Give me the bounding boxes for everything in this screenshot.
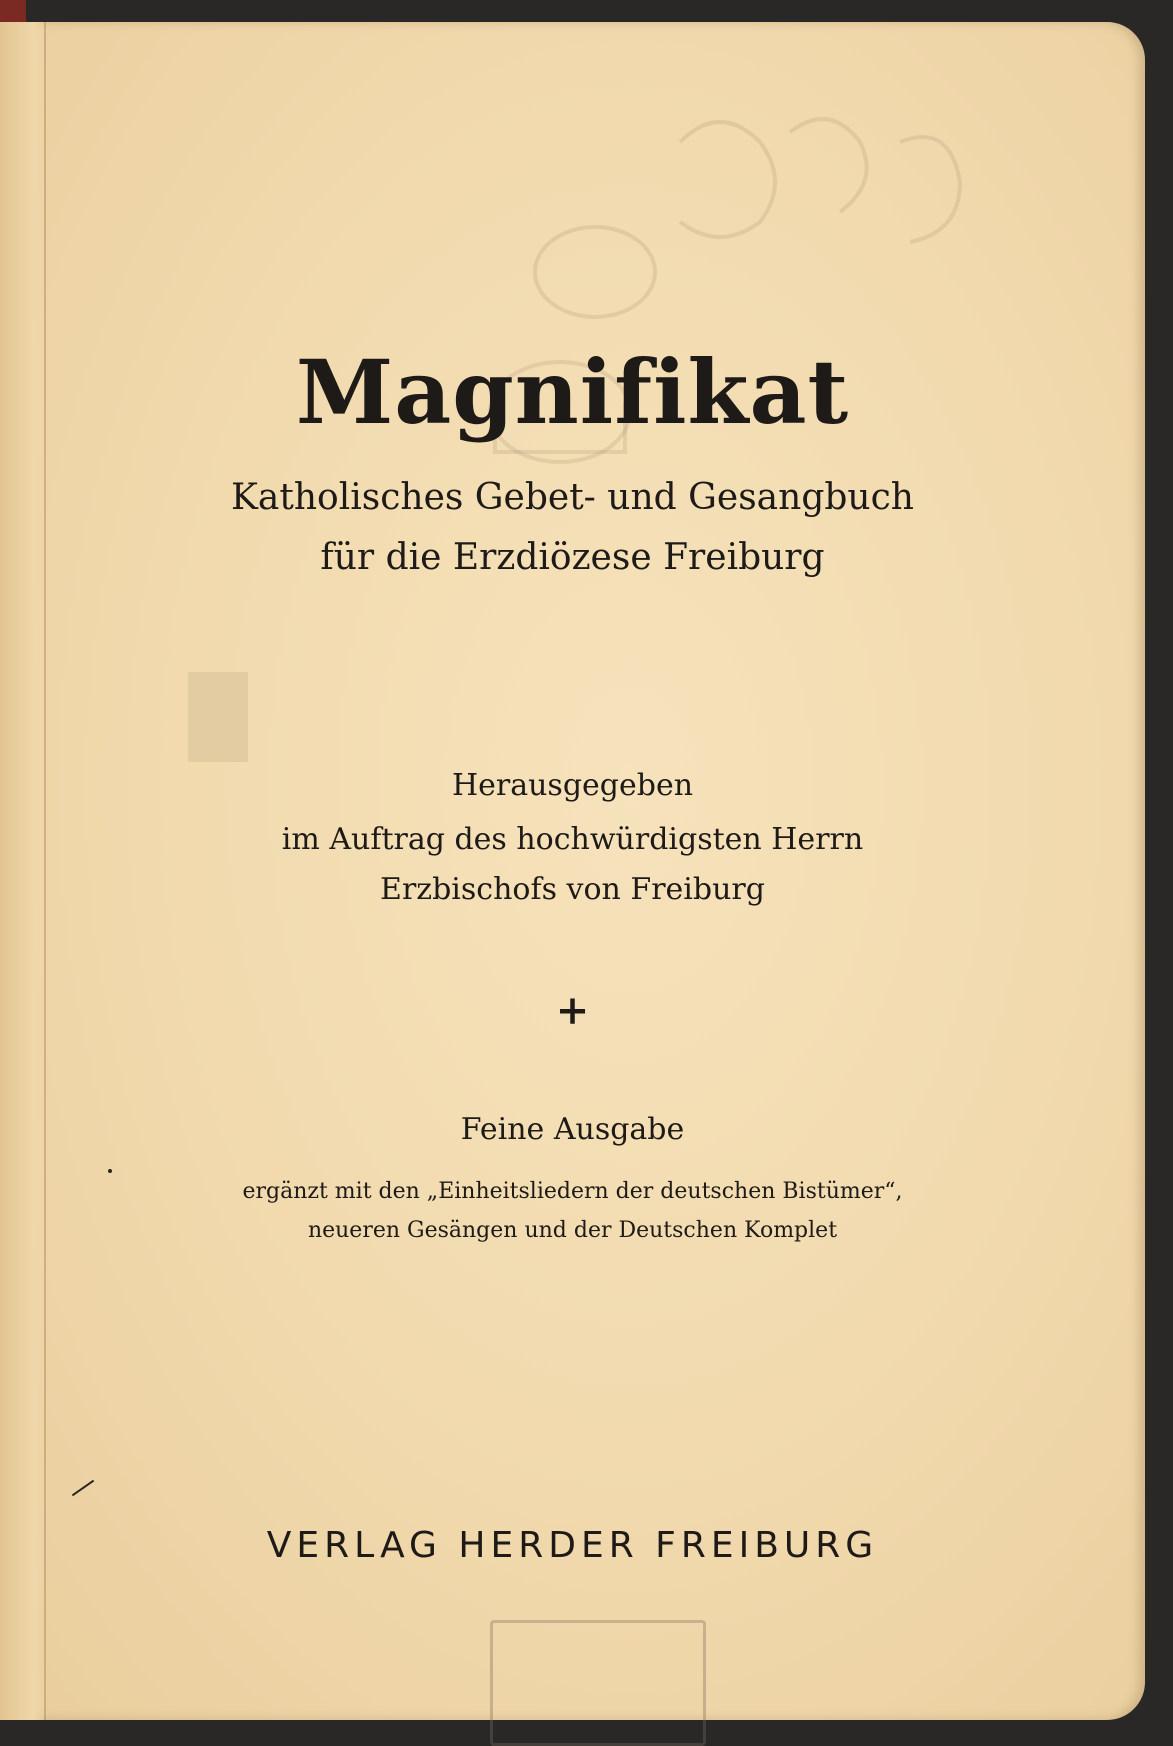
book-page xyxy=(0,22,1145,1720)
supplement-line-2: neueren Gesängen und der Deutschen Komplet xyxy=(307,1218,838,1243)
book-title: Magnifikat xyxy=(295,340,850,444)
cross-symbol: + xyxy=(555,987,590,1034)
subtitle-line-1: Katholisches Gebet- und Gesangbuch xyxy=(231,477,914,518)
library-stamp xyxy=(490,1620,706,1746)
subtitle-line-2: für die Erzdiözese Freiburg xyxy=(320,537,825,578)
issuer-line-1: Herausgegeben xyxy=(451,768,694,803)
issuer-line-3: Erzbischofs von Freiburg xyxy=(380,872,765,907)
edition-label: Feine Ausgabe xyxy=(460,1112,685,1147)
pencil-mark xyxy=(72,1480,94,1497)
bookmark-ribbon xyxy=(0,0,26,22)
issuer-line-2: im Auftrag des hochwürdigsten Herrn xyxy=(281,822,864,857)
dot-mark xyxy=(108,1169,112,1173)
publisher-imprint: VERLAG HERDER FREIBURG xyxy=(266,1525,879,1566)
bleed-through-ornament xyxy=(0,22,1145,1720)
page-gutter xyxy=(0,22,48,1720)
supplement-line-1: ergänzt mit den „Einheitsliedern der deutschen Bistümer“, xyxy=(242,1179,903,1204)
gutter-line xyxy=(44,22,46,1720)
